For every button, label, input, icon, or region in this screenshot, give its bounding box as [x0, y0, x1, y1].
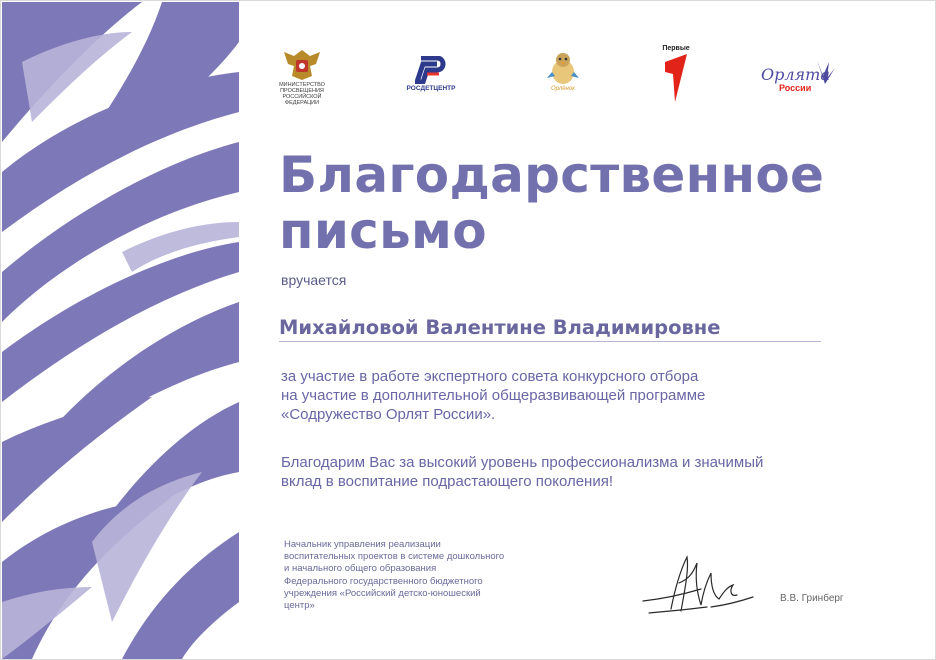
gratitude-paragraph [281, 453, 861, 491]
signer-name: В.В. Гринберг [780, 593, 844, 604]
signer-line-3: и начального общего образования [284, 563, 437, 575]
ministry-caption-3: РОССИЙСКОЙ [282, 94, 322, 100]
orlyonok-caption: Орлёнок [550, 86, 576, 92]
ministry-emblem-logo [276, 46, 328, 106]
gratitude-line-1: Благодарим Вас за высокий уровень профессионализма и значимый [281, 454, 764, 471]
pervye-caption: Первые [662, 45, 690, 52]
reason-line-3: «Содружество Орлят России». [281, 406, 496, 423]
title-line-2: письмо [279, 202, 487, 260]
signer-line-6: центр» [284, 600, 315, 612]
recipient-underline [279, 341, 821, 342]
rosdetcentr-mark-icon [415, 56, 447, 84]
rosdetcentr-caption: РОСДЕТЦЕНТР [406, 85, 456, 92]
signer-line-2: воспитательных проектов в системе дошкольного [284, 551, 505, 563]
gratitude-line-2: вклад в воспитание подрастающего поколения! [281, 473, 613, 490]
signer-line-1: Начальник управления реализации [284, 539, 441, 550]
double-eagle-icon [280, 46, 324, 82]
pervye-red-mark-icon [661, 52, 691, 104]
ministry-caption-4: ФЕДЕРАЦИИ [284, 100, 320, 106]
reason-line-2: на участие в дополнительной общеразвивающей программе [281, 387, 706, 404]
ministry-caption-1: МИНИСТЕРСТВО [279, 82, 325, 88]
rosdetcentr-logo [401, 56, 461, 92]
recipient-name: Михайловой Валентине Владимировне [279, 316, 721, 339]
eaglet-mascot-icon [545, 50, 581, 86]
signer-position [284, 539, 584, 612]
orlyonok-mascot-logo [541, 50, 585, 92]
signer-line-5: учреждения «Российский детско-юношеский [284, 587, 481, 599]
presented-label: вручается [281, 272, 347, 288]
ministry-caption-2: ПРОСВЕЩЕНИЯ [280, 88, 324, 94]
decorative-pattern [2, 2, 239, 659]
orlyata-wing-icon [759, 56, 839, 96]
document-title [279, 147, 824, 259]
orlyata-word: Орлята [761, 65, 830, 84]
reason-line-1: за участие в работе экспертного совета конкурсного отбора [281, 368, 699, 385]
reason-paragraph [281, 367, 841, 424]
title-line-1: Благодарственное [279, 146, 825, 204]
orlyata-rossii-logo [759, 56, 839, 96]
signer-line-4: Федерального государственного бюджетного [284, 575, 483, 587]
rossii-word: России [779, 83, 812, 93]
partner-logos [271, 46, 851, 116]
handwritten-signature [641, 549, 761, 619]
pervye-logo [656, 46, 696, 104]
